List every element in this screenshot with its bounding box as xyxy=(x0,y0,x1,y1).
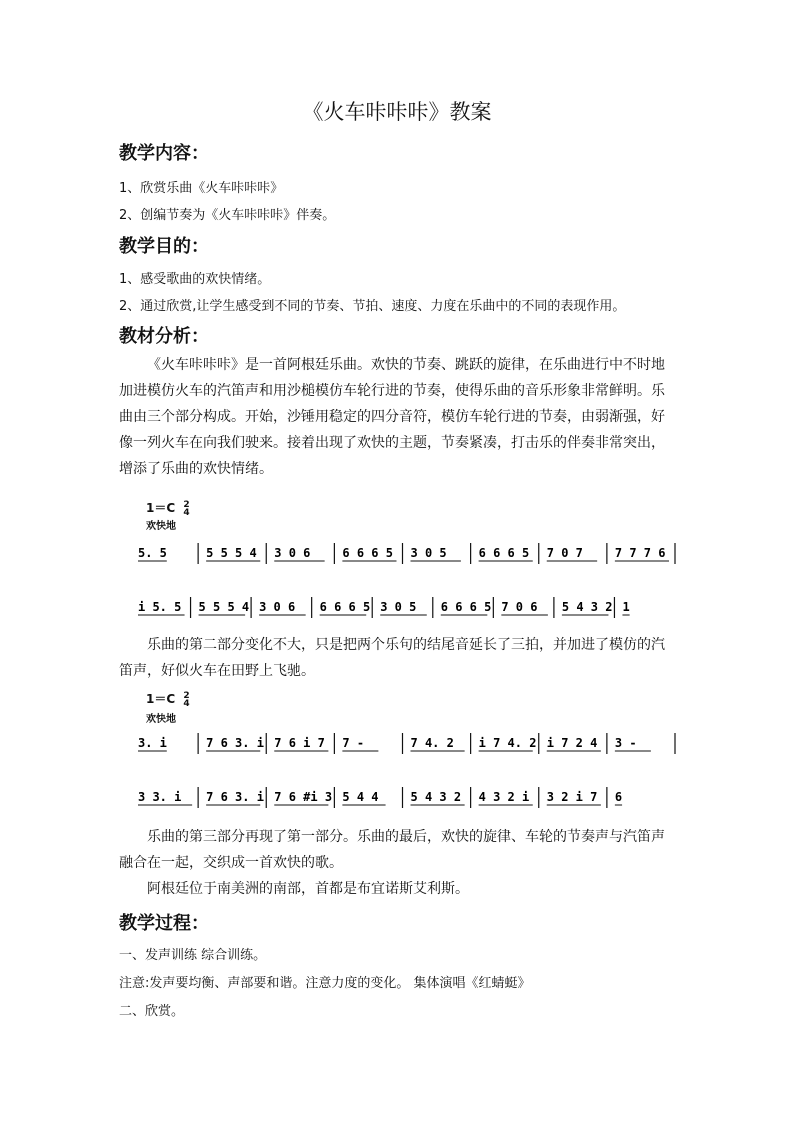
score1-line1-measure: 3 0 6 xyxy=(274,546,311,560)
score2-tempo: 欢快地 xyxy=(146,714,176,725)
score1-line1-measure: 6 6 6 5 xyxy=(342,546,393,560)
score2-line1-measure: 7 6 3. i xyxy=(206,736,264,750)
process-item-2: 注意:发声要均衡、声部要和谐。注意力度的变化。 集体演唱《红蜻蜓》 xyxy=(119,976,531,991)
score2-line1-measure: 3. i xyxy=(138,736,167,750)
score2-key-text: 1＝C xyxy=(146,692,176,706)
score1-line1 xyxy=(132,538,677,570)
score1-line1-measure: 5 5 5 4 xyxy=(206,546,257,560)
score2-line2-svg xyxy=(132,782,677,814)
score1-line2-measure: 1 xyxy=(622,600,630,614)
content-item-2: 2、创编节奏为《火车咔咔咔》伴奏。 xyxy=(119,208,336,223)
score2-line2-measure: 3 2 i 7 xyxy=(546,790,598,804)
score2-line1-measure: 3 - xyxy=(614,736,637,750)
analysis-paragraph-3: 乐曲的第三部分再现了第一部分。乐曲的最后，欢快的旋律、车轮的节奏声与汽笛声融合在一起，交织成一首欢快的歌。 xyxy=(119,829,665,871)
heading-analysis: 教材分析： xyxy=(119,326,209,347)
score2-line2-measure: 7 6 #i 3 xyxy=(274,790,333,804)
score1-line2 xyxy=(132,592,677,624)
score2-time-bottom: 4 xyxy=(183,698,190,709)
score1-line2-measure: 6 6 6 5 xyxy=(440,600,492,614)
score2-line1-measure: i 7 2 4 xyxy=(546,736,598,750)
heading-objectives: 教学目的： xyxy=(119,236,209,257)
score1-tempo: 欢快地 xyxy=(146,521,176,532)
analysis-paragraph-4: 阿根廷位于南美洲的南部，首都是布宜诺斯艾利斯。 xyxy=(147,881,469,897)
score2-line2-measure: 4 3 2 i xyxy=(478,790,530,804)
score1-line1-measure: 7 7 7 6 xyxy=(614,546,666,560)
score2-line2-measure: 5 4 3 2 xyxy=(410,790,462,804)
objective-item-2: 2、通过欣赏,让学生感受到不同的节奏、节拍、速度、力度在乐曲中的不同的表现作用。 xyxy=(119,299,626,314)
score2-time-top: 2 xyxy=(183,690,190,701)
score2-line1-measure: 7 6 i 7 xyxy=(274,736,325,750)
score1-line2-measure: 5 4 3 2 xyxy=(561,600,613,614)
score1-line2-svg xyxy=(132,592,677,624)
score2-line1-svg xyxy=(132,728,677,760)
analysis-paragraph-1: 《火车咔咔咔》是一首阿根廷乐曲。欢快的节奏、跳跃的旋律，在乐曲进行中不时地加进模仿火车的汽笛声和用沙槌模仿车轮行进的节奏，使得乐曲的音乐形象非常鲜明。乐曲由三个部分构成。开始，沙锤用稳定的四分音符，模仿车轮行进的节奏，由弱渐强，好像一列火车在向我们驶来。接着出现了欢快的主题，节奏紧凑，打击乐的伴奏非常突出，增添了乐曲的欢快情绪。 xyxy=(119,357,665,477)
heading-process: 教学过程： xyxy=(119,913,209,934)
score1-line2-measure: 5 5 5 4 xyxy=(198,600,250,614)
score1-time-signature xyxy=(183,501,189,517)
score2-key xyxy=(146,690,190,708)
score2-line1-measure: i 7 4. 2 xyxy=(478,736,537,750)
score2-line1-measure: 7 - xyxy=(342,736,365,750)
process-item-3: 二、欣赏。 xyxy=(119,1004,185,1019)
score1-key xyxy=(146,499,190,517)
heading-content: 教学内容： xyxy=(119,143,209,164)
score2-line2-measure: 5 4 4 xyxy=(342,790,379,804)
analysis-paragraph-2: 乐曲的第二部分变化不大，只是把两个乐句的结尾音延长了三拍，并加进了模仿的汽笛声，好似火车在田野上飞驰。 xyxy=(119,637,665,679)
score2-line2-measure: 3 3. i xyxy=(138,790,182,804)
score2-line2-measure: 7 6 3. i xyxy=(206,790,264,804)
score1-key-text: 1＝C xyxy=(146,501,176,515)
score1-line2-measure: 3 0 6 xyxy=(259,600,296,614)
score2-time-signature xyxy=(183,692,189,708)
page-title: 《火车咔咔咔》教案 xyxy=(302,100,492,124)
score1-line2-measure: 3 0 5 xyxy=(380,600,417,614)
score1-line2-measure: i 5. 5 xyxy=(138,600,182,614)
score1-line1-svg xyxy=(132,538,677,570)
score2-line1 xyxy=(132,728,677,760)
process-item-1: 一、发声训练 综合训练。 xyxy=(119,948,267,963)
score2-line2-measure: 6 xyxy=(614,790,623,804)
objective-item-1: 1、感受歌曲的欢快情绪。 xyxy=(119,272,271,287)
score1-time-top: 2 xyxy=(183,499,190,510)
score1-line1-measure: 6 6 6 5 xyxy=(478,546,530,560)
score2-line2 xyxy=(132,782,677,814)
score2-line1-measure: 7 4. 2 xyxy=(410,736,454,750)
score1-line2-measure: 7 0 6 xyxy=(501,600,538,614)
score1-line1-measure: 3 0 5 xyxy=(410,546,447,560)
score1-time-bottom: 4 xyxy=(183,507,190,518)
score1-line1-measure: 5. 5 xyxy=(138,546,167,560)
score1-line1-measure: 7 0 7 xyxy=(546,546,583,560)
score1-line2-measure: 6 6 6 5 xyxy=(319,600,371,614)
content-item-1: 1、欣赏乐曲《火车咔咔咔》 xyxy=(119,181,284,196)
